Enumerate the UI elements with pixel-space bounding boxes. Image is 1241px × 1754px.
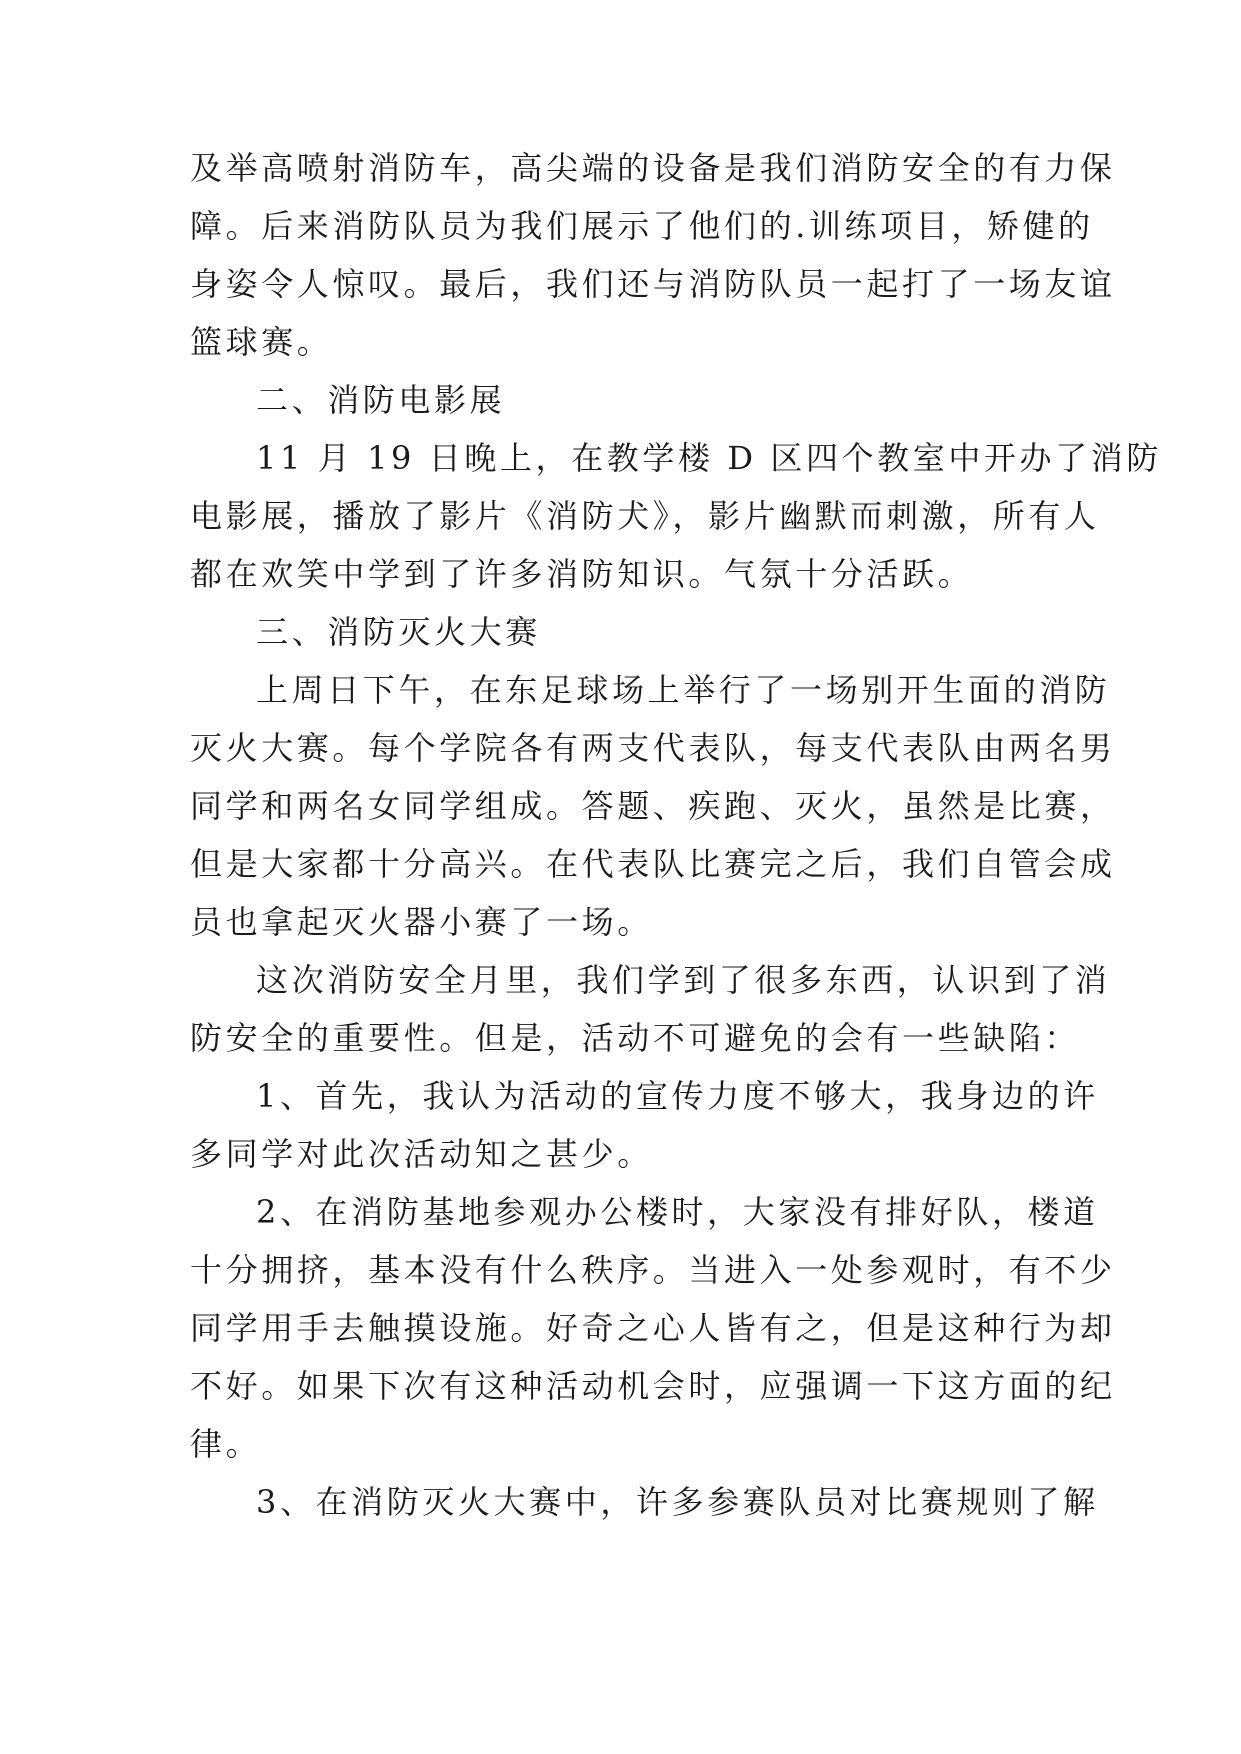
list-item-line: 十分拥挤，基本没有什么秩序。当进入一处参观时，有不少 [190, 1251, 1116, 1289]
paragraph-line: 篮球赛。 [190, 323, 333, 361]
paragraph-line: 上周日下午，在东足球场上举行了一场别开生面的消防 [256, 671, 1111, 709]
paragraph-line: 防安全的重要性。但是，活动不可避免的会有一些缺陷： [190, 1019, 1081, 1057]
paragraph-line: 身姿令人惊叹。最后，我们还与消防队员一起打了一场友谊 [190, 265, 1116, 303]
paragraph-line: 都在欢笑中学到了许多消防知识。气氛十分活跃。 [190, 555, 974, 593]
paragraph-line: 员也拿起灭火器小赛了一场。 [190, 903, 653, 941]
list-item-line: 律。 [190, 1425, 262, 1463]
section-heading: 三、消防灭火大赛 [256, 613, 541, 651]
list-item-line: 多同学对此次活动知之甚少。 [190, 1135, 653, 1173]
list-item-line: 1、首先，我认为活动的宣传力度不够大，我身边的许 [256, 1077, 1099, 1115]
paragraph-line: 障。后来消防队员为我们展示了他们的.训练项目，矫健的 [190, 207, 1094, 245]
paragraph-line: 电影展，播放了影片《消防犬》，影片幽默而刺激，所有人 [190, 497, 1100, 535]
section-heading: 二、消防电影展 [256, 381, 506, 419]
list-item-line: 同学用手去触摸设施。好奇之心人皆有之，但是这种行为却 [190, 1309, 1116, 1347]
paragraph-line: 及举高喷射消防车，高尖端的设备是我们消防安全的有力保 [190, 149, 1116, 187]
paragraph-line: 这次消防安全月里，我们学到了很多东西，认识到了消 [256, 961, 1111, 999]
list-item-line: 2、在消防基地参观办公楼时，大家没有排好队，楼道 [256, 1193, 1099, 1231]
list-item-line: 3、在消防灭火大赛中，许多参赛队员对比赛规则了解 [256, 1483, 1099, 1521]
paragraph-line: 灭火大赛。每个学院各有两支代表队，每支代表队由两名男 [190, 729, 1116, 767]
paragraph-line: 同学和两名女同学组成。答题、疾跑、灭火，虽然是比赛， [190, 787, 1116, 825]
paragraph-line: 但是大家都十分高兴。在代表队比赛完之后，我们自管会成 [190, 845, 1116, 883]
paragraph-line: 11 月 19 日晚上，在教学楼 D 区四个教室中开办了消防 [256, 439, 1162, 477]
list-item-line: 不好。如果下次有这种活动机会时，应强调一下这方面的纪 [190, 1367, 1116, 1405]
